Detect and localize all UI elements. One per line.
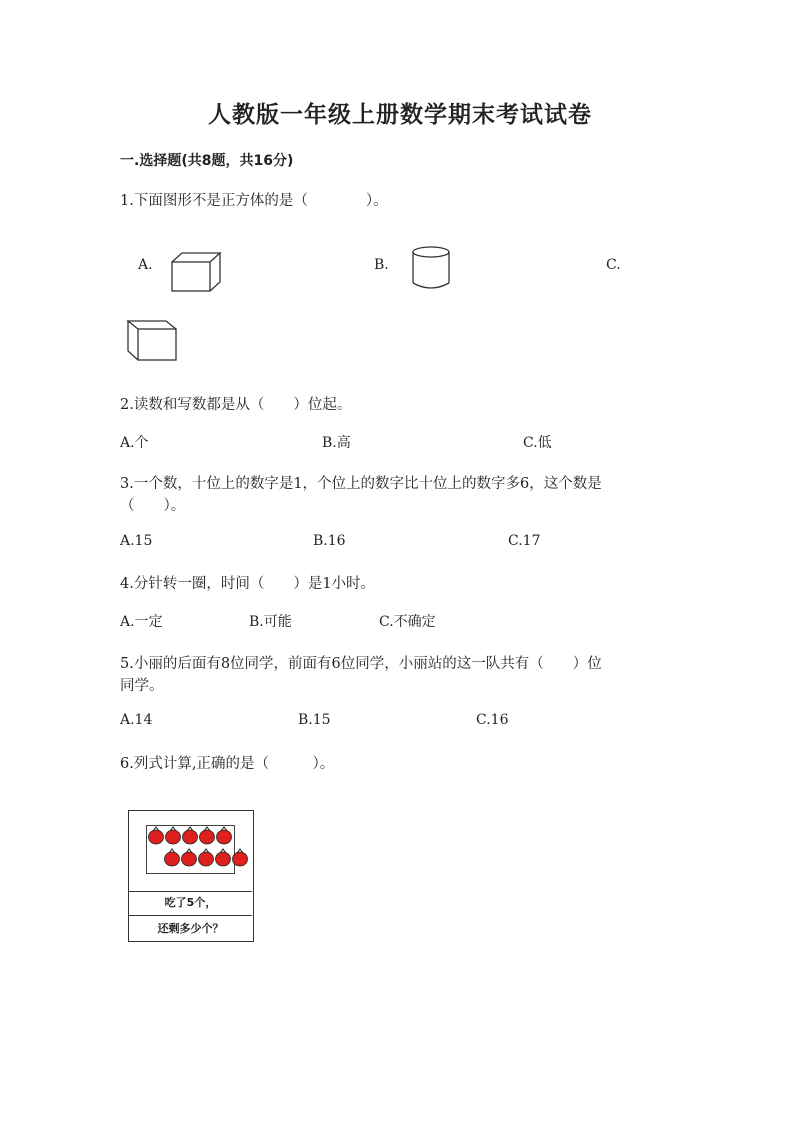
fruit-icon: [217, 827, 232, 844]
q1-option-a: A.: [138, 257, 153, 273]
question-3-text-line2: （ ）。: [120, 498, 186, 514]
fruit-group: [129, 811, 252, 891]
fruit-icon: [199, 849, 214, 866]
q5-option-c: C.16: [476, 712, 509, 728]
cuboid-icon: [124, 318, 182, 368]
page-title: 人教版一年级上册数学期末考试试卷: [208, 101, 592, 128]
fruit-icon: [200, 827, 215, 844]
question-1-text: 1.下面图形不是正方体的是（ ）。: [120, 193, 388, 209]
q3-option-a: A.15: [120, 533, 153, 549]
problem-card: [128, 810, 254, 942]
fruit-illustration: [129, 811, 252, 892]
section-heading: 一.选择题(共8题，共16分): [120, 153, 294, 169]
fruit-icon: [182, 849, 197, 866]
q4-option-a: A.一定: [120, 614, 163, 630]
question-3-text-line1: 3.一个数，十位上的数字是1，个位上的数字比十位上的数字多6，这个数是: [120, 476, 602, 492]
question-6-text: 6.列式计算,正确的是（ ）。: [120, 756, 335, 772]
question-5-text-line2: 同学。: [120, 678, 164, 694]
q2-option-a: A.个: [120, 435, 149, 451]
fruit-icon: [166, 827, 181, 844]
q4-option-c: C.不确定: [379, 614, 436, 630]
fruit-icon: [149, 827, 164, 844]
fruit-icon: [233, 849, 248, 866]
question-2-text: 2.读数和写数都是从（ ）位起。: [120, 397, 352, 413]
cube-icon: [168, 250, 224, 298]
q5-option-b: B.15: [298, 712, 331, 728]
q2-option-b: B.高: [322, 435, 351, 451]
q4-option-b: B.可能: [249, 614, 292, 630]
q2-option-c: C.低: [523, 435, 552, 451]
card-line-eaten: 吃了5个，: [129, 891, 252, 916]
fruit-icon: [165, 849, 180, 866]
q1-option-c: C.: [606, 257, 621, 273]
q5-option-a: A.14: [120, 712, 153, 728]
cylinder-icon: [408, 245, 454, 295]
fruit-icon: [183, 827, 198, 844]
question-4-text: 4.分针转一圈，时间（ ）是1小时。: [120, 576, 376, 592]
card-line-question: 还剩多少个？: [157, 922, 224, 935]
q3-option-c: C.17: [508, 533, 541, 549]
fruit-icon: [216, 849, 231, 866]
q3-option-b: B.16: [313, 533, 346, 549]
q1-option-b: B.: [374, 257, 389, 273]
question-5-text-line1: 5.小丽的后面有8位同学，前面有6位同学，小丽站的这一队共有（ ）位: [120, 656, 602, 672]
